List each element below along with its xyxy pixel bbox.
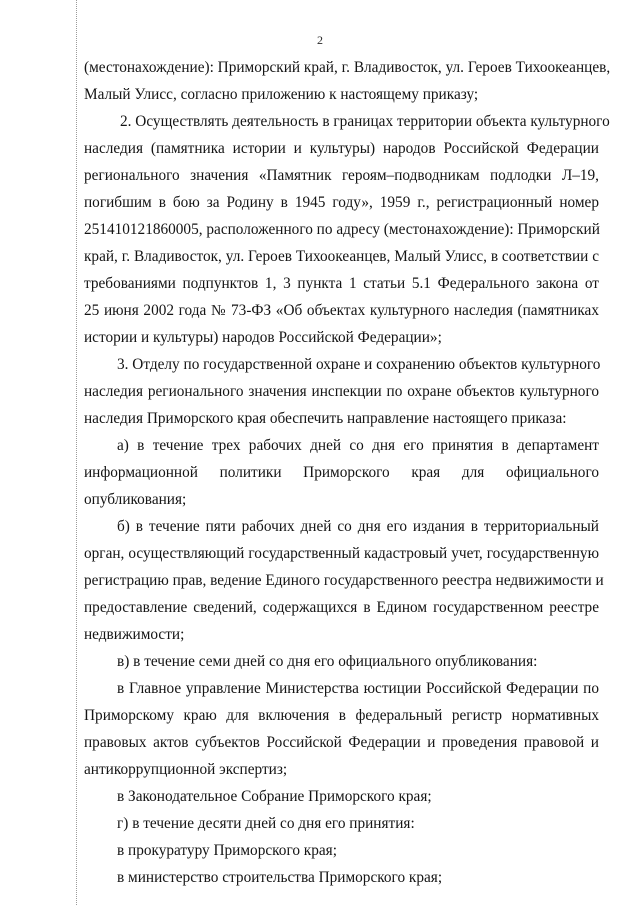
text-line: 25 июня 2002 года № 73-ФЗ «Об объектах культурного наследия (памятниках — [84, 302, 599, 319]
text-line: опубликования; — [84, 491, 187, 508]
text-line: наследия (памятника истории и культуры) народов Российской Федерации — [84, 140, 599, 157]
text-line: наследия регионального значения инспекции по охране объектов культурного — [84, 383, 599, 400]
page-number: 2 — [317, 33, 323, 47]
text-line: Малый Улисс, согласно приложению к настоящему приказу; — [84, 86, 479, 103]
text-line: (местонахождение): Приморский край, г. Владивосток, ул. Героев Тихоокеанцев, — [84, 59, 611, 76]
text-line: регионального значения «Памятник героям–подводникам подлодки Л–19, — [84, 167, 599, 184]
text-line: в министерство строительства Приморского края; — [117, 869, 443, 886]
text-line: в Главное управление Министерства юстиции Российской Федерации по — [117, 680, 599, 697]
text-line: наследия Приморского края обеспечить направление настоящего приказа: — [84, 410, 567, 427]
text-line: б) в течение пяти рабочих дней со дня его издания в территориальный — [117, 518, 599, 535]
text-line: недвижимости; — [84, 626, 185, 643]
text-line: информационной политики Приморского края для официального — [84, 464, 599, 481]
text-line: а) в течение трех рабочих дней со дня его принятия в департамент — [117, 437, 599, 454]
text-line: край, г. Владивосток, ул. Героев Тихоокеанцев, Малый Улисс, в соответствии с — [84, 248, 599, 265]
text-line: антикоррупционной экспертиз; — [84, 761, 288, 778]
text-line: Приморскому краю для включения в федеральный регистр нормативных — [84, 707, 599, 724]
text-line: правовых актов субъектов Российской Федерации и проведения правовой и — [84, 734, 599, 751]
text-line: орган, осуществляющий государственный кадастровый учет, государственную — [84, 545, 599, 562]
text-line: 2. Осуществлять деятельность в границах территории объекта культурного — [120, 113, 610, 130]
text-line: г) в течение десяти дней со дня его принятия: — [117, 815, 415, 832]
text-line: в прокуратуру Приморского края; — [117, 842, 337, 859]
text-line: 251410121860005, расположенного по адресу (местонахождение): Приморский — [84, 221, 600, 238]
text-line: в) в течение семи дней со дня его официального опубликования: — [117, 653, 538, 670]
scan-margin-line — [76, 0, 77, 905]
text-line: погибшим в бою за Родину в 1945 году», 1959 г., регистрационный номер — [84, 194, 599, 211]
text-line: в Законодательное Собрание Приморского края; — [117, 788, 432, 805]
text-line: регистрацию прав, ведение Единого государственного реестра недвижимости и — [84, 572, 604, 589]
text-line: предоставление сведений, содержащихся в Едином государственном реестре — [84, 599, 599, 616]
text-line: истории и культуры) народов Российской Федерации»; — [84, 329, 442, 346]
text-line: 3. Отделу по государственной охране и сохранению объектов культурного — [117, 356, 601, 373]
text-line: требованиями подпунктов 1, 3 пункта 1 статьи 5.1 Федерального закона от — [84, 275, 599, 292]
